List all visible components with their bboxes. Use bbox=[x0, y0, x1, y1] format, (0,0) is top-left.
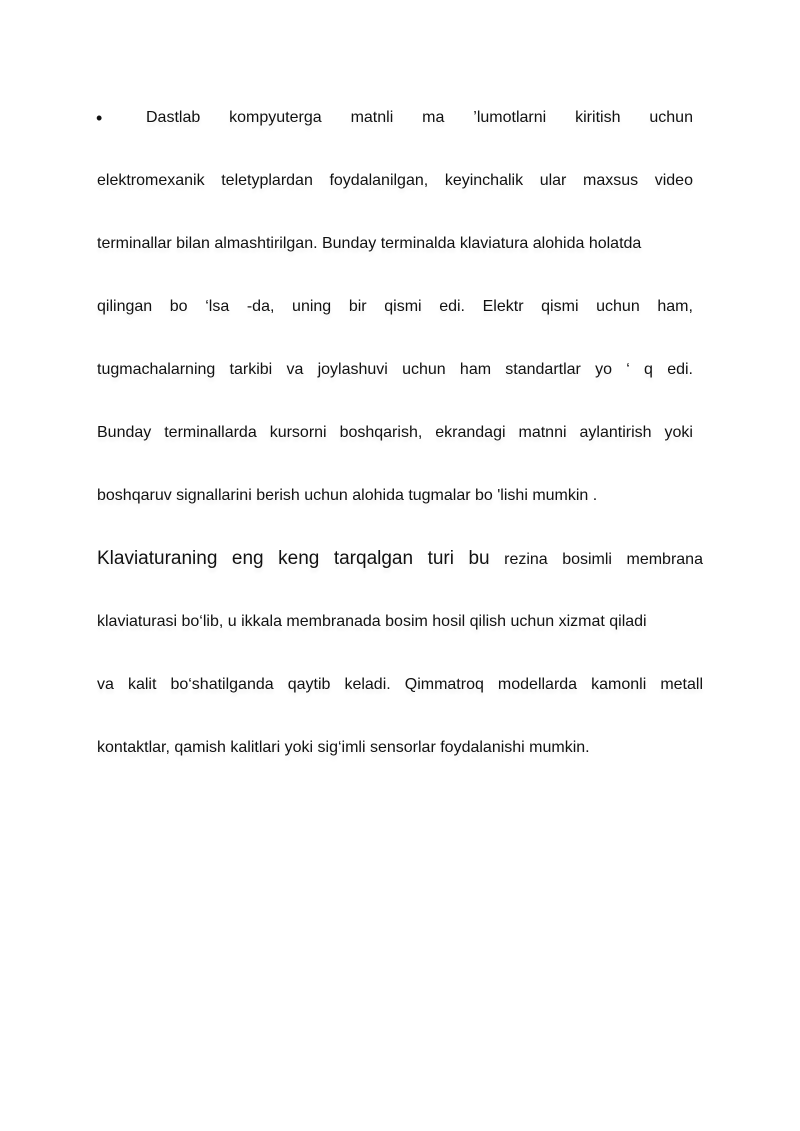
word: boshqarish, bbox=[339, 424, 423, 441]
word: edi. bbox=[667, 361, 693, 378]
word: tarkibi bbox=[229, 361, 273, 378]
word: kiritish bbox=[575, 109, 621, 126]
paragraph1-line5 bbox=[97, 360, 693, 380]
word: ’lumotlarni bbox=[473, 109, 547, 126]
word: -da, bbox=[246, 298, 275, 315]
paragraph2-line3 bbox=[97, 675, 703, 695]
word: ekrandagi bbox=[435, 424, 506, 441]
word: ham, bbox=[657, 298, 693, 315]
word-large: eng bbox=[231, 548, 264, 569]
word: qismi bbox=[541, 298, 579, 315]
word: maxsus bbox=[582, 172, 639, 189]
word: uning bbox=[292, 298, 332, 315]
word-large: keng bbox=[278, 548, 320, 569]
word: bo‘shatilganda bbox=[170, 676, 274, 693]
word: kompyuterga bbox=[229, 109, 322, 126]
word: uchun bbox=[402, 361, 446, 378]
word: ‘lsa bbox=[205, 298, 230, 315]
word: kursorni bbox=[269, 424, 327, 441]
word: video bbox=[654, 172, 693, 189]
word: qaytib bbox=[287, 676, 331, 693]
word-large: bu bbox=[468, 548, 490, 569]
word: uchun bbox=[649, 109, 693, 126]
word: va bbox=[97, 676, 114, 693]
word: joylashuvi bbox=[317, 361, 388, 378]
word: tugmachalarning bbox=[97, 361, 216, 378]
word: kalit bbox=[127, 676, 157, 693]
word: uchun bbox=[596, 298, 640, 315]
word: aylantirish bbox=[579, 424, 652, 441]
word: matnli bbox=[350, 109, 394, 126]
bullet-marker: • bbox=[96, 108, 103, 128]
word: modellarda bbox=[497, 676, 578, 693]
word: edi. bbox=[439, 298, 465, 315]
word: ular bbox=[539, 172, 567, 189]
paragraph2-line1 bbox=[97, 549, 703, 570]
paragraph1-line3: terminallar bilan almashtirilgan. Bunday terminalda klaviatura alohida holatda bbox=[97, 235, 642, 252]
word: terminallarda bbox=[164, 424, 257, 441]
word: metall bbox=[660, 676, 703, 693]
paragraph2-line2: klaviaturasi bo‘lib, u ikkala membranada bosim hosil qilish uchun xizmat qiladi bbox=[97, 613, 647, 630]
word: elektromexanik bbox=[97, 172, 205, 189]
word: matnni bbox=[518, 424, 567, 441]
word: bo bbox=[169, 298, 188, 315]
word: Qimmatroq bbox=[404, 676, 484, 693]
word: yo bbox=[595, 361, 613, 378]
word-large: tarqalgan bbox=[333, 548, 414, 569]
word: yoki bbox=[664, 424, 693, 441]
word: ma bbox=[422, 109, 445, 126]
word: qilingan bbox=[97, 298, 153, 315]
word: Elektr bbox=[482, 298, 524, 315]
paragraph1-line6 bbox=[97, 423, 693, 443]
word: standartlar bbox=[505, 361, 581, 378]
word-large: Klaviaturaning bbox=[97, 548, 218, 569]
word: rezina bbox=[504, 551, 548, 568]
word: ham bbox=[459, 361, 492, 378]
word: bir bbox=[348, 298, 367, 315]
word: va bbox=[286, 361, 304, 378]
paragraph1-line1 bbox=[146, 108, 693, 128]
word: membrana bbox=[626, 551, 703, 568]
word: qismi bbox=[384, 298, 422, 315]
paragraph1-line2 bbox=[97, 171, 693, 191]
word: keladi. bbox=[344, 676, 391, 693]
word: keyinchalik bbox=[444, 172, 524, 189]
paragraph2-line4: kontaktlar, qamish kalitlari yoki sig‘imli sensorlar foydalanishi mumkin. bbox=[97, 739, 590, 756]
word-large: turi bbox=[427, 548, 454, 569]
word: Dastlab bbox=[146, 109, 201, 126]
word: teletyplardan bbox=[221, 172, 313, 189]
word: ‘ bbox=[626, 361, 630, 378]
word: foydalanilgan, bbox=[329, 172, 429, 189]
paragraph1-line4 bbox=[97, 297, 693, 317]
word: q bbox=[644, 361, 653, 378]
word: bosimli bbox=[562, 551, 612, 568]
word: kamonli bbox=[591, 676, 647, 693]
paragraph1-line7: boshqaruv signallarini berish uchun alohida tugmalar bo 'lishi mumkin . bbox=[97, 487, 598, 504]
word: Bunday bbox=[97, 424, 152, 441]
